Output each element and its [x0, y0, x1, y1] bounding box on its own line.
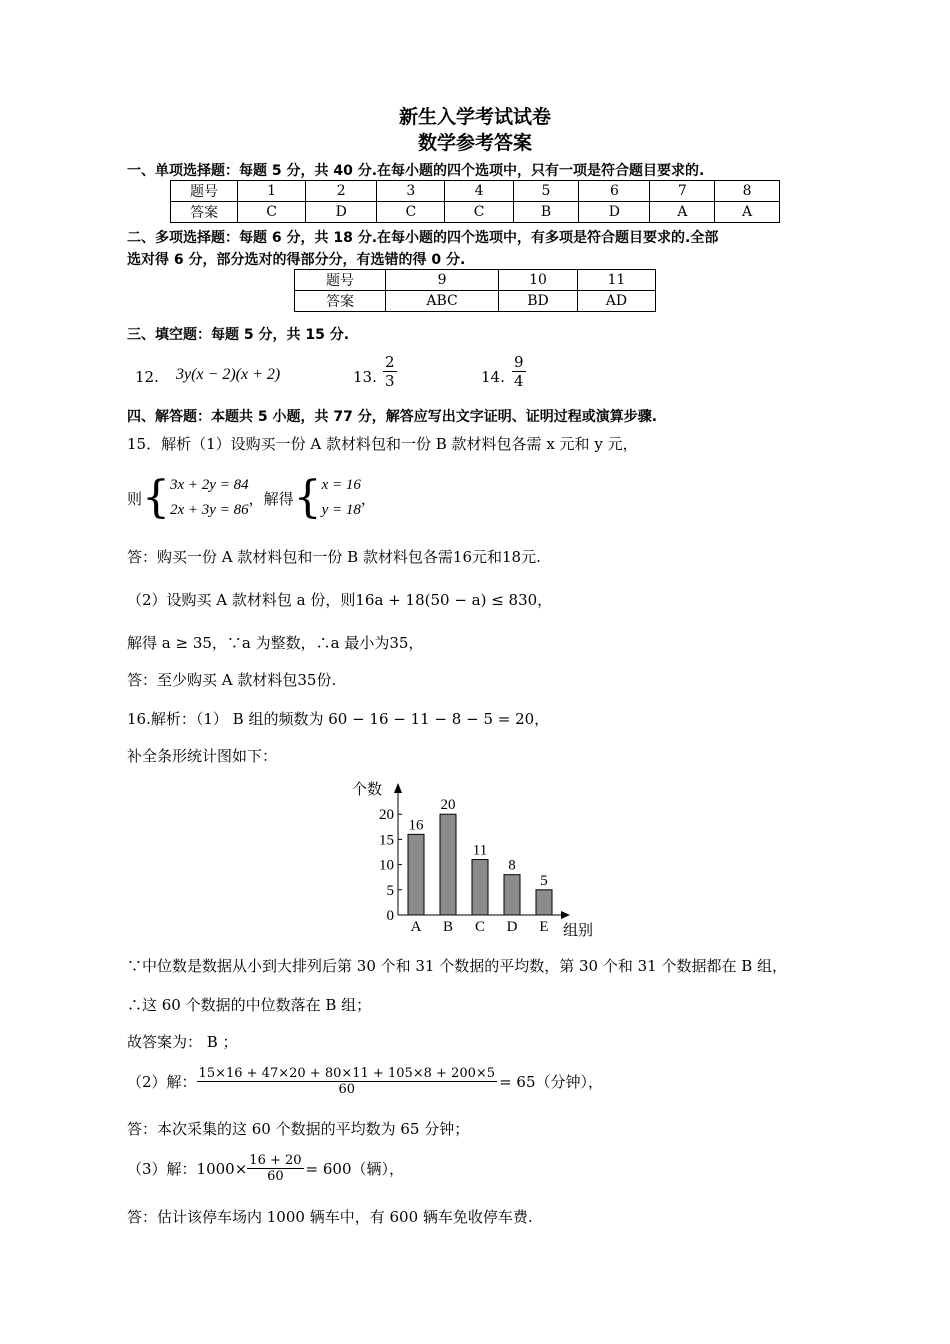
q12-answer: 3y(x − 2)(x + 2): [176, 366, 281, 383]
q16-line1: 16.解析：（1） B 组的频数为 60 − 16 − 11 − 8 − 5 = 20，: [127, 710, 550, 728]
left-brace-icon: {: [142, 472, 171, 523]
bar-value-label: 8: [508, 857, 516, 874]
q16-answer3: 答：估计该停车场内 1000 辆车中，有 600 辆车免收停车费.: [127, 1208, 533, 1226]
q13-fraction: [383, 353, 397, 390]
table-cell: BD: [499, 291, 578, 312]
bar-value-label: 20: [440, 797, 456, 814]
q16-part2-result: = 65（分钟），: [499, 1073, 603, 1091]
bar-A: [408, 834, 424, 915]
x-tick-label: B: [442, 919, 454, 935]
table-cell: 7: [650, 181, 715, 202]
table-row: [295, 291, 656, 312]
x-axis-arrow-icon: [561, 911, 570, 919]
table-row: [171, 181, 780, 202]
table-cell: C: [445, 202, 513, 223]
row-label: 答案: [295, 291, 386, 312]
multi-choice-answer-table: [294, 269, 656, 312]
bar-value-label: 11: [472, 842, 488, 859]
y-axis-label: 个数: [352, 782, 383, 798]
x-tick-label: A: [410, 919, 422, 935]
table-cell: D: [306, 202, 377, 223]
q16-part2-denominator: 60: [338, 1082, 356, 1097]
table-cell: 2: [306, 181, 377, 202]
x-tick-label: D: [506, 919, 518, 935]
frequency-bar-chart: [340, 770, 610, 940]
y-tick-label: 0: [386, 908, 394, 924]
row-label: 题号: [171, 181, 238, 202]
table-cell: A: [650, 202, 715, 223]
table-cell: 6: [579, 181, 650, 202]
single-choice-answer-table: [170, 180, 780, 223]
q15-sol1: x = 16: [321, 477, 361, 493]
x-axis-label: 组别: [563, 923, 594, 939]
table-cell: B: [513, 202, 579, 223]
q15-eq2: 2x + 3y = 86: [170, 502, 249, 518]
q16-part2: [127, 1066, 603, 1097]
y-tick-label: 15: [379, 832, 394, 849]
table-cell: A: [715, 202, 780, 223]
section1-heading: 一、单项选择题：每题 5 分，共 40 分.在每小题的四个选项中，只有一项是符合题目要求的.: [127, 163, 705, 179]
q16-part3-denominator: 60: [267, 1169, 284, 1184]
bar-value-label: 5: [540, 872, 548, 889]
q15-eq1: 3x + 2y = 84: [170, 477, 249, 493]
bar-C: [472, 860, 488, 915]
bar-D: [504, 875, 520, 915]
q13-numerator: 2: [385, 353, 395, 371]
bar-E: [536, 890, 552, 915]
q15-equation-system: [127, 473, 376, 523]
q16-answer2: 答：本次采集的这 60 个数据的平均数为 65 分钟；: [127, 1120, 470, 1138]
table-cell: AD: [577, 291, 655, 312]
q15-sol-end: ，: [360, 489, 376, 508]
q16-part2-label: （2）解：: [127, 1073, 197, 1091]
q15-line1: 15．解析（1）设购买一份 A 款材料包和一份 B 款材料包各需 x 元和 y 元，: [127, 435, 638, 453]
left-brace-icon: {: [293, 472, 322, 523]
y-tick-label: 20: [379, 807, 394, 824]
row-label: 题号: [295, 270, 386, 291]
table-row: [171, 202, 780, 223]
q15-then-label: 则: [127, 489, 143, 508]
table-cell: 3: [377, 181, 445, 202]
q15-part2: （2）设购买 A 款材料包 a 份，则16a + 18(50 − a) ≤ 830，: [127, 591, 553, 609]
q13-label: 13.: [353, 368, 377, 386]
section2-heading-line2: 选对得 6 分，部分选对的得部分分，有选错的得 0 分.: [127, 252, 466, 268]
q12-label: 12.: [135, 368, 159, 386]
table-cell: 5: [513, 181, 579, 202]
q14-label: 14.: [481, 368, 505, 386]
q14-numerator: 9: [514, 353, 524, 371]
table-cell: 8: [715, 181, 780, 202]
y-tick-label: 5: [386, 882, 394, 899]
section2-heading-line1: 二、多项选择题：每题 6 分，共 18 分.在每小题的四个选项中，有多项是符合题目要求的.全部: [127, 230, 719, 246]
q15-solve-label: ，解得: [248, 489, 294, 508]
table-cell: 1: [238, 181, 306, 202]
q15-part2-solve: 解得 a ≥ 35，∵a 为整数，∴a 最小为35，: [127, 634, 424, 652]
row-label: 答案: [171, 202, 238, 223]
x-tick-label: C: [474, 919, 486, 935]
q16-answer-b: 故答案为： B ；: [127, 1033, 238, 1051]
page-subtitle: 数学参考答案: [417, 132, 532, 154]
table-cell: ABC: [386, 291, 499, 312]
x-tick-label: E: [539, 919, 549, 935]
bar-value-label: 16: [408, 817, 424, 834]
y-tick-label: 10: [379, 857, 394, 874]
table-cell: 9: [386, 270, 499, 291]
q16-part3-numerator: 16 + 20: [249, 1153, 302, 1168]
section4-heading: 四、解答题：本题共 5 小题，共 77 分，解答应写出文字证明、证明过程或演算步骤.: [127, 409, 658, 425]
table-row: [295, 270, 656, 291]
q16-median1: ∵中位数是数据从小到大排列后第 30 个和 31 个数据的平均数，第 30 个和 31 个数据都在 B 组，: [127, 957, 788, 975]
q15-sol2: y = 18: [321, 502, 361, 518]
table-cell: 11: [577, 270, 655, 291]
q16-part3-label: （3）解：1000×: [127, 1160, 248, 1178]
page-title: 新生入学考试试卷: [398, 106, 551, 128]
q14-denominator: 4: [514, 372, 524, 390]
q16-line2: 补全条形统计图如下：: [127, 747, 278, 765]
q15-answer1: 答：购买一份 A 款材料包和一份 B 款材料包各需16元和18元.: [127, 548, 541, 566]
q16-part3: [127, 1153, 404, 1184]
table-cell: C: [238, 202, 306, 223]
section3-heading: 三、填空题：每题 5 分，共 15 分.: [127, 327, 350, 343]
table-cell: 4: [445, 181, 513, 202]
table-cell: D: [579, 202, 650, 223]
q14-fraction: [512, 353, 526, 390]
q16-part3-result: = 600（辆），: [305, 1160, 405, 1178]
y-axis-arrow-icon: [394, 783, 402, 793]
table-cell: 10: [499, 270, 578, 291]
q13-denominator: 3: [385, 372, 395, 390]
q16-median2: ∴这 60 个数据的中位数落在 B 组；: [127, 996, 372, 1014]
bar-B: [440, 814, 456, 915]
q16-part2-numerator: 15×16 + 47×20 + 80×11 + 105×8 + 200×5: [198, 1066, 496, 1081]
table-cell: C: [377, 202, 445, 223]
q15-answer2: 答：至少购买 A 款材料包35份.: [127, 671, 337, 689]
